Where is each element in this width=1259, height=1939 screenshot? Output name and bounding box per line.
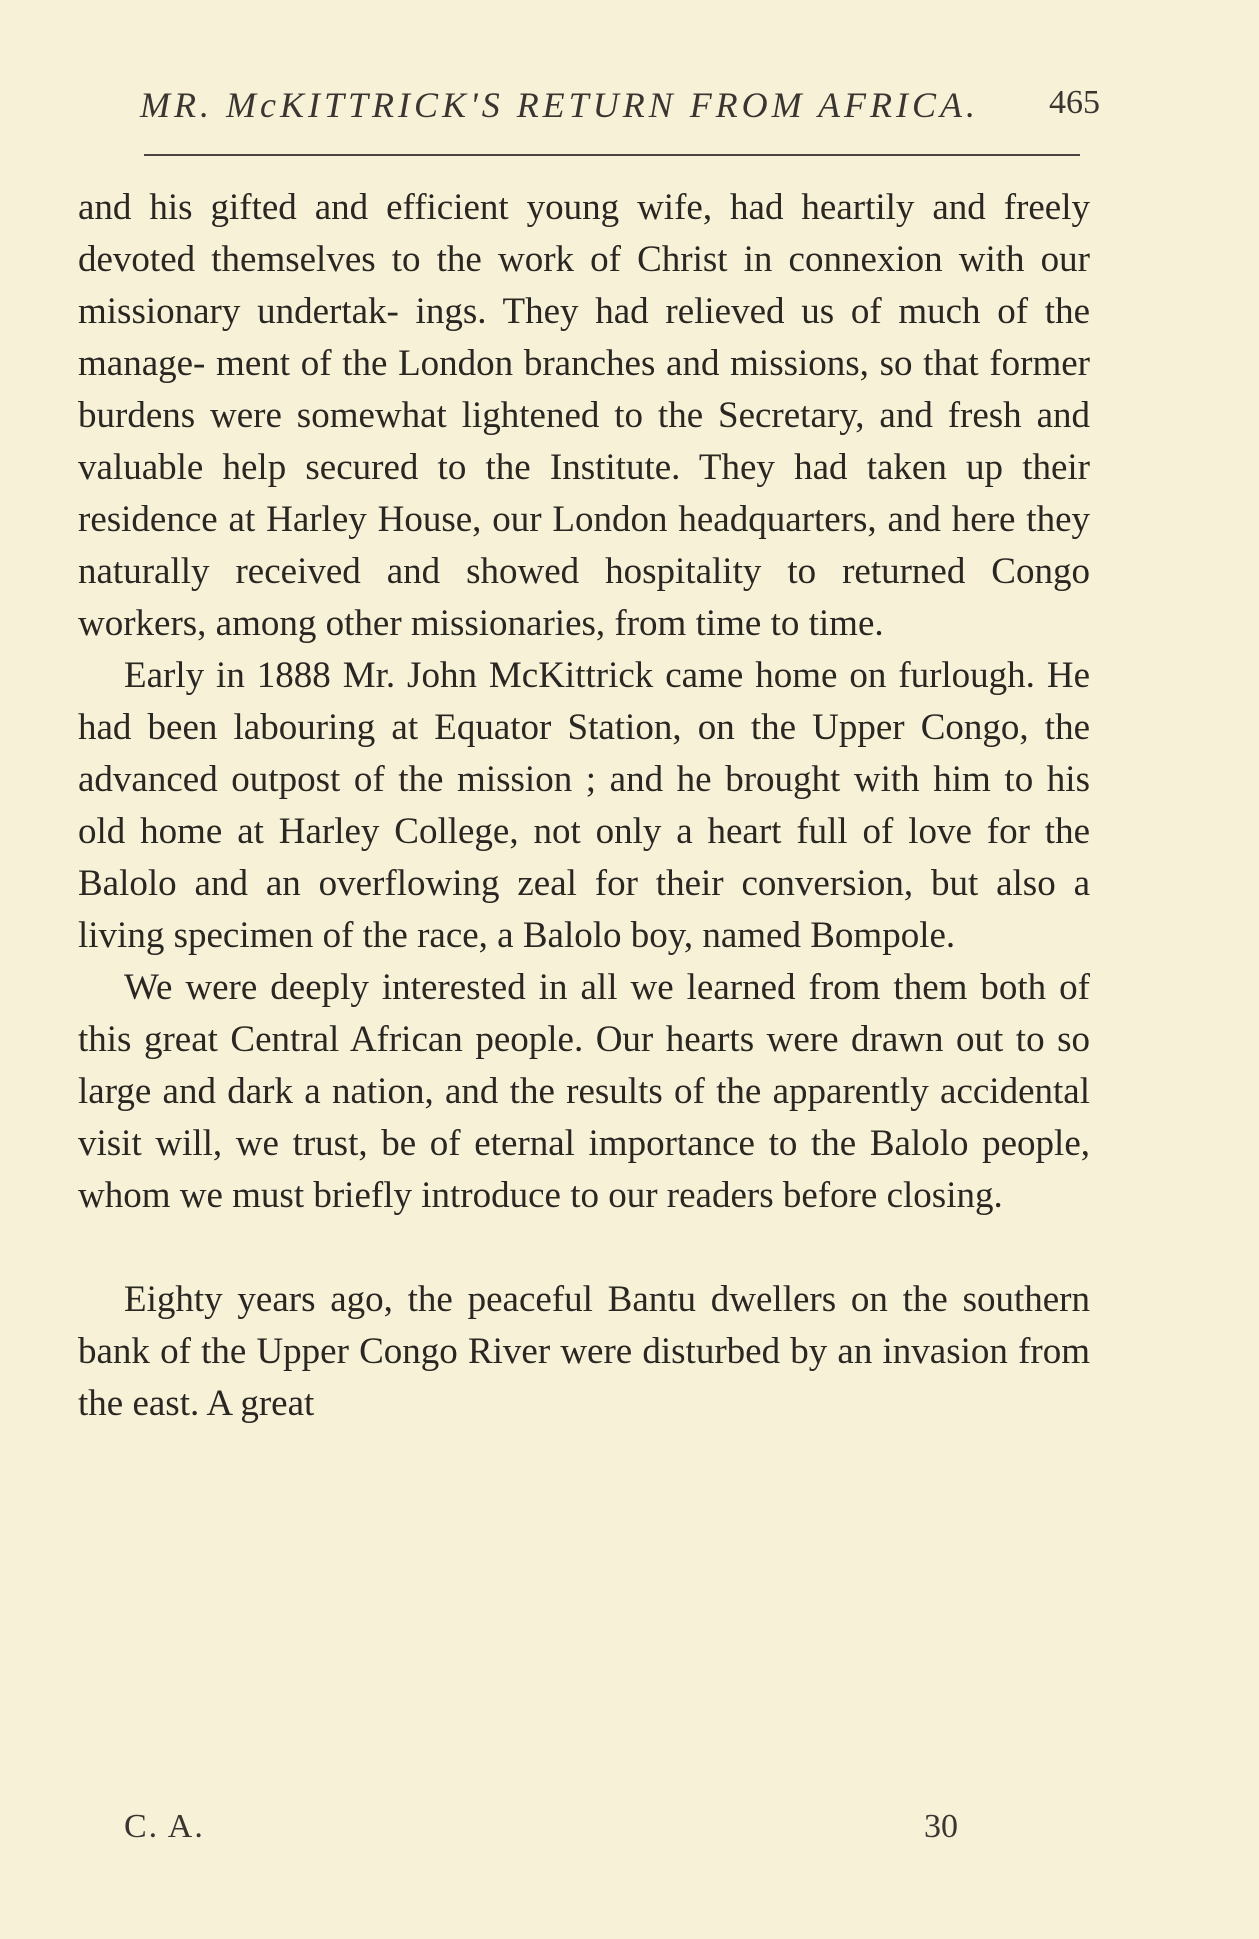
paragraph: We were deeply interested in all we learned from them both of this great Central African people. Our hearts were drawn out to so large and dark a nation, and the results of the apparently accidental visit will, we trust, be of eternal importance to the Balolo people, whom we must briefly introduce to our readers before closing.: [78, 967, 1090, 1216]
paragraph: Early in 1888 Mr. John McKittrick came home on furlough. He had been labouring at Equator Station, on the Upper Congo, the advanced outpost of the mission ; and he brought with him to his old home at Harley College, not only a heart full of love for the Balolo and an overflowing zeal for their conversion, but also a living specimen of the race, a Balolo boy, named Bompole.: [78, 655, 1090, 956]
paragraph: Eighty years ago, the peaceful Bantu dwellers on the southern bank of the Upper Congo River were disturbed by an invasion from the east. A great: [78, 1279, 1090, 1424]
running-title: MR. McKITTRICK'S RETURN FROM AFRICA.: [140, 85, 979, 125]
signature-mark: C. A.: [124, 1808, 205, 1845]
paragraph: and his gifted and efficient young wife, had heartily and freely devoted themselves to the work of Christ in connexion with our missionary undertak- ings. They had relieved us of much of the manage- ment of the London branches and missions, so that former burdens were somewhat lightened to the Secretary, and fresh and valuable help secured to the Institute. They had taken up their residence at Harley House, our London headquarters, and here they naturally received and showed hospitality to returned Congo workers, among other missionaries, from time to time.: [78, 187, 1090, 644]
running-head: [140, 84, 1100, 134]
signature-number: 30: [924, 1808, 958, 1845]
signature-line: [124, 1808, 984, 1858]
page-number: 465: [1049, 84, 1100, 121]
header-rule: [144, 154, 1080, 156]
body-text: [78, 182, 1090, 1430]
